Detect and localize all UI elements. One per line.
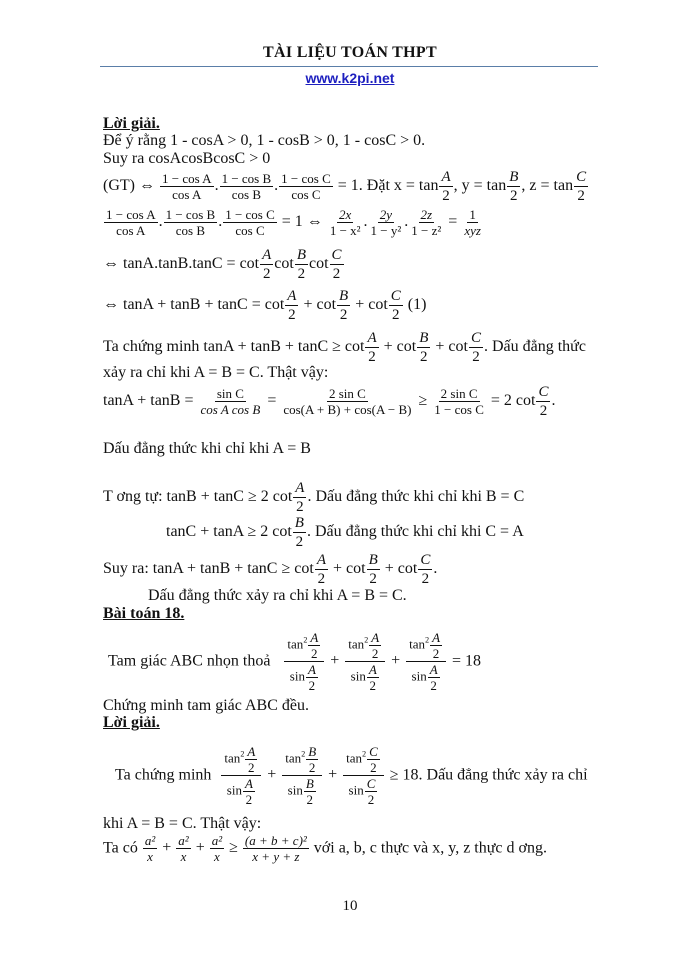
- fraction: $\frac{2z}{\text{1 − z²}}$: [411, 207, 442, 238]
- equation-line-product: ⇔ tanA.tanB.tanC = cot $\frac{A}{2}$ cot $\frac{B}{2}$ cot $\frac{C}{2}$: [103, 247, 342, 282]
- fraction: $\frac{1}{\text{xyz}}$: [464, 207, 481, 238]
- problem-heading: Bài toán 18.: [103, 605, 185, 622]
- header-link-wrapper: [0, 70, 700, 86]
- fraction: $\frac{\text{1 − cos B}}{\text{cos B}}$: [165, 207, 216, 238]
- text-line: Dấu đẳng thức khi chỉ khi A = B: [103, 440, 311, 457]
- header-divider: [100, 66, 598, 67]
- text-line: khi A = B = C. Thật vậy:: [103, 815, 262, 832]
- document-header-title: TÀI LIỆU TOÁN THPT: [263, 44, 437, 61]
- fraction: $\frac{B}{2}$: [509, 169, 519, 204]
- solution-heading-2: Lời giải.: [103, 714, 160, 731]
- text-line: xảy ra chỉ khi A = B = C. Thật vậy:: [103, 364, 329, 381]
- equation-line-gt: (GT) ⇔ $\frac{\text{1 − cos A}}{\text{cos A}}$ . $\frac{\text{1 − cos B}}{\text{cos B}}$ . $\frac{\text{1 − cos C}}{\text{cos C}}$ = 1. Đặt x = tan $\frac{A}{2}$ , y = tan $\frac{B}{2}$ , z = tan $\frac{C}{2}$: [103, 169, 587, 204]
- fraction: $\frac{\text{1 − cos B}}{\text{cos B}}$: [221, 171, 272, 202]
- text-line: Dấu đẳng thức xảy ra chỉ khi A = B = C.: [148, 587, 407, 604]
- text-line: Để ý rằng 1 - cosA > 0, 1 - cosB > 0, 1 - cosC > 0.: [103, 132, 426, 149]
- solution-heading: Lời giải.: [103, 115, 160, 132]
- fraction: $\frac{\text{1 − cos A}}{\text{cos A}}$: [106, 207, 156, 238]
- equation-line-tanA-tanB: tanA + tanB = $\frac{\text{sin C}}{\text{cos A cos B}}$ = $\frac{\text{2 sin C}}{\cos(A + B) + \cos(A - B)}$ ≥ $\frac{\text{2 sin C}}{\text{1 − cos C}}$ = 2 cot $\frac{C}{2}$ .: [103, 384, 556, 419]
- text-line: Chứng minh tam giác ABC đều.: [103, 697, 309, 714]
- equation-line-sum: ⇔ tanA + tanB + tanC = cot $\frac{A}{2}$ + cot $\frac{B}{2}$ + cot $\frac{C}{2}$ (1): [103, 288, 427, 323]
- equation-line-conclusion: Suy ra: tanA + tanB + tanC ≥ cot $\frac{A}{2}$ + cot $\frac{B}{2}$ + cot $\frac{C}{2}$ .: [103, 552, 438, 587]
- equation-line-similar-2: tanC + tanA ≥ 2 cot $\frac{B}{2}$ . Dấu đẳng thức khi chỉ khi C = A: [166, 515, 524, 550]
- fraction: $\frac{2x}{\text{1 − x²}}$: [329, 207, 361, 238]
- equation-line-xyz: $\frac{\text{1 − cos A}}{\text{cos A}}$ . $\frac{\text{1 − cos B}}{\text{cos B}}$ . $\frac{\text{1 − cos C}}{\text{cos C}}$ = 1 ⇔ $\frac{2x}{\text{1 − x²}}$ . $\frac{2y}{\text{1 − y²}}$ . $\frac{2z}{\text{1 − z²}}$ = $\frac{1}{\text{xyz}}$: [106, 207, 481, 238]
- fraction: $\frac{2y}{\text{1 − y²}}$: [370, 207, 402, 238]
- fraction: $\frac{A}{2}$: [441, 169, 451, 204]
- fraction: $\frac{\text{1 − cos A}}{\text{cos A}}$: [161, 171, 212, 202]
- fraction: $\frac{C}{2}$: [576, 169, 587, 204]
- solution-claim: Ta chứng minh $\tan^2$ $\frac{A}{2}$ sin $\frac{A}{2}$ + $\tan^2$ $\frac{B}{2}$ sin $\frac{B}{2}$ + $\tan^2$ $\frac{C}{2}$ sin $\frac{C}{2}$ ≥ 18. Dấu đẳng thức xảy ra chỉ: [115, 744, 588, 807]
- equation-line-similar: T ơng tự: tanB + tanC ≥ 2 cot $\frac{A}{2}$ . Dấu đẳng thức khi chỉ khi B = C: [103, 480, 525, 515]
- page-number: 10: [342, 898, 358, 914]
- equation-line-claim: Ta chứng minh tanA + tanB + tanC ≥ cot $\frac{A}{2}$ + cot $\frac{B}{2}$ + cot $\frac{C}{2}$ . Dấu đẳng thức: [103, 330, 586, 365]
- fraction: $\frac{\text{1 − cos C}}{\text{cos C}}$: [225, 207, 275, 238]
- text-line: Suy ra cosAcosBcosC > 0: [103, 150, 271, 167]
- fraction: $\frac{\text{1 − cos C}}{\text{cos C}}$: [281, 171, 331, 202]
- equation-line-cauchy: Ta có $\frac{\text{a²}}{x}$ + $\frac{\text{a²}}{x}$ + $\frac{\text{a²}}{x}$ ≥ $\frac{\text{(a + b + c)²}}{x + y + z}$ với a, b, c thực và x, y, z thực d ơng.: [103, 833, 547, 864]
- problem-statement: Tam giác ABC nhọn thoả $\tan^2$ $\frac{A}{2}$ sin $\frac{A}{2}$ + $\tan^2$ $\frac{A}{2}$ sin $\frac{A}{2}$ + $\tan^2$ $\frac{A}{2}$ sin $\frac{A}{2}$ = 18: [108, 630, 482, 693]
- website-link[interactable]: www.k2pi.net: [305, 70, 395, 86]
